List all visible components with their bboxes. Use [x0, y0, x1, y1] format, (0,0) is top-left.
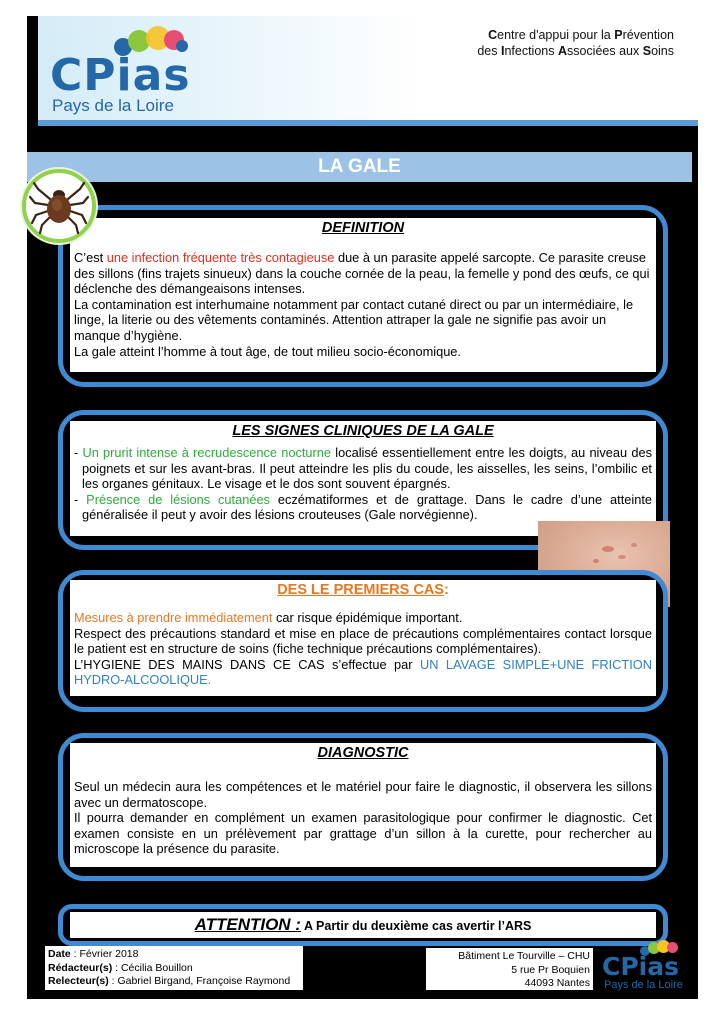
highlight-text: Présence de lésions cutanées: [86, 491, 270, 507]
attention-label: ATTENTION :: [194, 915, 301, 934]
highlight-text: Mesures à prendre immédiatement: [74, 610, 273, 625]
cpias-logo: [50, 26, 200, 116]
definition-title: DEFINITION: [321, 220, 405, 236]
signes-bullet: - Un prurit intense à recrudescence nocturne localisé essentiellement entre les doigts, au niveau des poignets et sur les avant-bras. Il peut atteindre les plis du coude, les aisselles, les seins, l’ombilic et les organes génitaux. Le visage et le dos sont souvent épargnés.: [74, 445, 652, 492]
footer-date: Date : Février 2018: [48, 948, 139, 960]
footer-address: [426, 948, 593, 990]
logo-wordmark: CPias: [50, 50, 191, 101]
header-rule: [38, 120, 698, 126]
highlight-text: UN LAVAGE SIMPLE+UNE FRICTION HYDRO-ALCOOLIQUE.: [74, 656, 652, 688]
footer-logo: [600, 940, 690, 995]
premiers-paragraph: Respect des précautions standard et mise en place de précautions complémentaires contact lorsque le patient est en structure de soins (fiche technique précautions complémentaires).: [74, 625, 652, 657]
premiers-title: DES LE PREMIERS CAS:: [277, 582, 449, 598]
diagnostic-section: [70, 743, 656, 867]
centre-name: [477, 27, 674, 59]
definition-section: [70, 218, 656, 372]
footer-logo-wordmark: CPias: [602, 952, 679, 981]
attention-banner: [70, 912, 656, 938]
premiers-paragraph: L’HYGIENE DES MAINS DANS CE CAS s’effectue par UN LAVAGE SIMPLE+UNE FRICTION HYDRO-ALCOOLIQUE.: [74, 656, 652, 688]
logo-subtitle: Pays de la Loire: [52, 96, 174, 115]
diagnostic-paragraph: Il pourra demander en complément un examen parasitologique pour confirmer le diagnostic. Cet examen consiste en un prélèvement par grattage d’un sillon à la curette, pour rechercher au microscope la présence du parasite.: [74, 810, 652, 857]
diagnostic-body: [74, 779, 652, 857]
centre-name-line2: des Infections Associées aux Soins: [477, 44, 674, 58]
definition-paragraph: La contamination est interhumaine notamment par contact cutané direct ou par un intermédiaire, le linge, la literie ou des vêtements contaminés. Attention attraper la gale ne signifie pas avoir un manque d’hygiène.: [74, 296, 634, 343]
premiers-paragraph: Mesures à prendre immédiatement car risque épidémique important.: [74, 610, 463, 625]
highlight-text: Un prurit intense à recrudescence nocturne: [82, 445, 332, 460]
footer-logo-subtitle: Pays de la Loire: [604, 979, 683, 991]
diagnostic-title: DIAGNOSTIC: [317, 745, 409, 761]
signes-body: [74, 445, 652, 523]
mite-icon-badge: [22, 169, 96, 243]
footer-credits: [45, 946, 303, 990]
address-line: 5 rue Pr Boquien: [511, 963, 590, 976]
premiers-body: [74, 610, 652, 688]
signes-bullet: - Présence de lésions cutanées eczématiformes et de grattage. Dans le cadre d’une atteinte généralisée il peut y avoir des lésions crouteuses (Gale norvégienne).: [74, 491, 652, 523]
page-title: LA GALE: [27, 152, 692, 182]
premiers-section: [70, 580, 656, 696]
mite-icon: [26, 173, 92, 239]
signes-section: [70, 421, 656, 536]
footer-relecteur: Relecteur(s) : Gabriel Birgand, Françoise Raymond: [48, 975, 291, 987]
definition-paragraph: La gale atteint l’homme à tout âge, de tout milieu socio-économique.: [74, 343, 461, 359]
definition-paragraph: C’est une infection fréquente très contagieuse due à un parasite appelé sarcopte. Ce parasite creuse des sillons (fins trajets sinueux) dans la couche cornée de la peau, la femelle y pond des œufs, ce qui déclenche des démangeaisons intenses.: [74, 250, 650, 297]
highlight-text: une infection fréquente très contagieuse: [106, 250, 335, 265]
footer-redacteur: Rédacteur(s) : Cécilia Bouillon: [48, 961, 193, 974]
centre-name-line1: Centre d'appui pour la Prévention: [488, 28, 674, 42]
address-line: 44093 Nantes: [524, 977, 590, 989]
address-line: Bâtiment Le Tourville – CHU: [458, 950, 590, 962]
signes-title: LES SIGNES CLINIQUES DE LA GALE: [232, 423, 494, 439]
diagnostic-paragraph: Seul un médecin aura les compétences et le matériel pour faire le diagnostic, il observera les sillons avec un dermatoscope.: [74, 779, 652, 810]
attention-text: A Partir du deuxième cas avertir l’ARS: [300, 919, 532, 933]
definition-body: [74, 250, 652, 359]
